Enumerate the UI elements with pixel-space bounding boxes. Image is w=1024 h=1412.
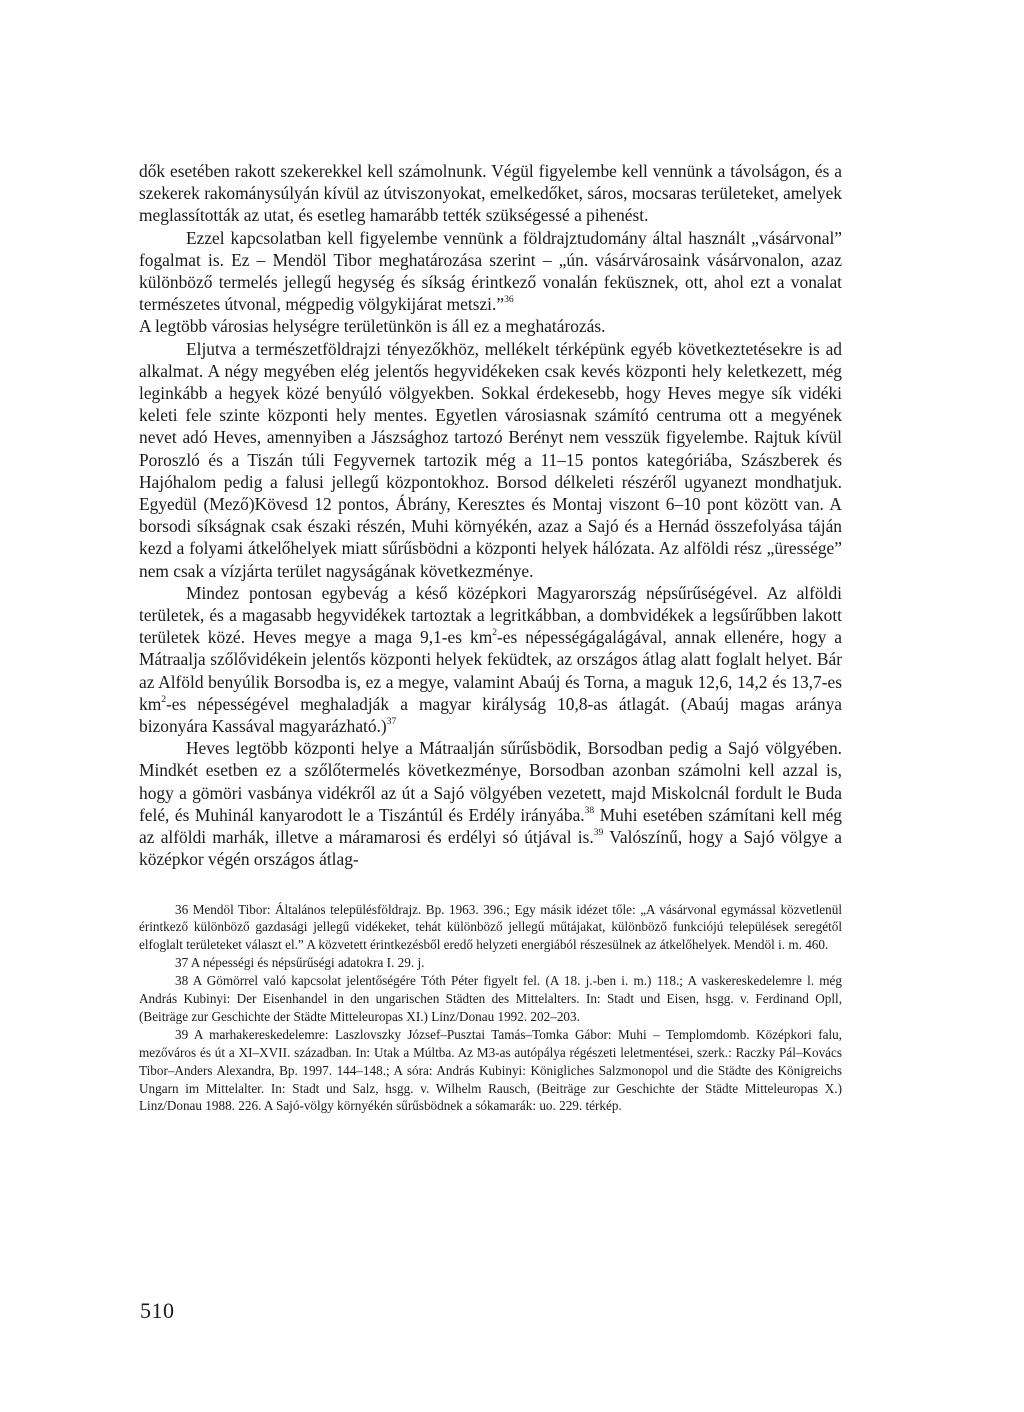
paragraph-2-continued: A legtöbb városias helységre területünkön is áll ez a meghatározás. (139, 316, 606, 337)
paragraph-1: dők esetében rakott szekerekkel kell számolnunk. Végül figyelembe kell vennünk a távolságon, és a szekerek rakománysúlyán kívül az útviszonyokat, emelkedőket, sáros, mocsaras területeket, amelyek meglassították az utat, és esetleg hamarább tették szükségessé a pihenést. (139, 161, 842, 226)
paragraph-5: Heves legtöbb központi helye a Mátraalján sűrűsbödik, Borsodban pedig a Sajó völgyében. Mindkét esetben ez a szőlőtermelés következménye, Borsodban azonban számolni kell azzal is, hogy a gömöri vasbánya vidékről az út a Sajó völgyében vezetett, majd Miskolcnál fordult le Buda felé, és Muhinál kanyarodott le a Tiszántúl és Erdély irányába.$^{38}$ Muhi esetében számítani kell még az alföldi marhák, illetve a máramarosi és erdélyi só útjával is.$^{39}$ Valószínű, hogy a Sajó völgye a középkor végén országos átlag- (139, 738, 842, 870)
footnote-ref-38[interactable]: 38 (584, 804, 595, 816)
page-number: 510 (140, 1298, 175, 1323)
footnote-separator (139, 871, 842, 901)
footnotes (139, 901, 842, 1116)
superscript-2: 2 (492, 627, 498, 639)
footnote-37: 37 A népességi és népsűrűségi adatokra I. 29. j. (175, 955, 425, 971)
paragraph-3: Eljutva a természetföldrajzi tényezőkhöz, mellékelt térképünk egyéb következtetésekre is ad alkalmat. A négy megyében elég jelentős hegyvidékeken csak kevés központi hely keletkezett, még leginkább a hegyek közé benyúló völgyekben. Sokkal érdekesebb, hogy Heves megye sík vidéki keleti fele szinte központi hely mentes. Egyetlen városiasnak számító centruma ott a megyének nevet adó Heves, amennyiben a Jászsághoz tartozó Berényt nem vesszük figyelembe. Rajtuk kívül Poroszló és a Tiszán túli Fegyvernek tartozik még a 11–15 pontos kategóriába, Szászberek és Hajóhalom pedig a falusi jellegű központokhoz. Borsod délkeleti részéről ugyanezt mondhatjuk. Egyedül (Mező)Kövesd 12 pontos, Ábrány, Keresztes és Montaj viszont 6–10 pont között van. A borsodi síkságnak csak északi részén, Muhi környékén, azaz a Sajó és a Hernád összefolyása táján kezd a folyami átkelőhelyek miatt sűrűsbödni a központi helyek hálózata. Az alföldi rész „üressége” nem csak a vízjárta terület nagyságának következménye. (139, 338, 842, 581)
footnote-38: 38 A Gömörrel való kapcsolat jelentőségére Tóth Péter figyelt fel. (A 18. j.-ben i. m.) 118.; A vaskereskedelemre l. még András Kubinyi: Der Eisenhandel in den ungarischen Städten des Mittelalters. In: Stadt und Eisen, hsgg. v. Ferdinand Opll, (Beiträge zur Geschichte der Städte Mitteleuropas XI.) Linz/Donau 1992. 202–203. (139, 973, 842, 1024)
body-text (139, 160, 842, 871)
paragraph-4: Mindez pontosan egybevág a késő középkori Magyarország népsűrűségével. Az alföldi területek, és a magasabb hegyvidékek tartoztak a legritkábban, a dombvidékek a legsűrűbben lakott területek közé. Heves megye a maga 9,1-es $km^2-es$ népességágalágával, annak ellenére, hogy a Mátraalja szőlővidékein jelentős központi helyek feküdtek, az országos átlag alatt foglalt helyet. Bár az Alföld benyúlik Borsodba is, ez a megye, valamint Abaúj és Torna, a maguk 12,6, 14,2 és 13,7-es $km^2-es$ népességével meghaladják a magyar királyság 10,8-as átlagát. (Abaúj magas aránya bizonyára Kassával magyarázható.)$^{37}$ (139, 582, 843, 737)
page (139, 160, 842, 1115)
footnote-ref-36[interactable]: 36 (504, 294, 514, 306)
footnote-39: 39 A marhakereskedelemre: Laszlovszky József–Pusztai Tamás–Tomka Gábor: Muhi – Templomdomb. Középkori falu, mezőváros és út a XI–XVII. században. In: Utak a Múltba. Az M3-as autópálya régészeti leletmentései, szerk.: Raczky Pál–Kovács Tibor–Anders Alexandra, Bp. 1997. 144–148.; A sóra: András Kubinyi: Königliches Salzmonopol und die Städte des Königreichs Ungarn im Mittelalter. In: Stadt und Salz, hsgg. v. Wilhelm Rausch, (Beiträge zur Geschichte der Städte Mitteleuropas X.) Linz/Donau 1988. 226. A Sajó-völgy környékén sűrűsbödnek a sókamarák: uo. 229. térkép. (139, 1026, 842, 1114)
footnote-ref-39[interactable]: 39 (593, 826, 604, 838)
superscript-2: 2 (161, 693, 167, 705)
footnote-ref-37[interactable]: 37 (386, 715, 397, 727)
footnote-36: 36 Mendöl Tibor: Általános településföldrajz. Bp. 1963. 396.; Egy másik idézet tőle: „A vásárvonal egymással közvetlenül érintkező különböző gazdasági jellegű vidékeket, tehát különböző jellegű műtájakat, különböző funkciójú települések seregétől elfoglalt területeket választ el.” A közvetett érintkezésből eredő helyzeti energiából részesülnek az átkelőhelyek. Mendöl i. m. 460. (139, 901, 842, 953)
paragraph-2: Ezzel kapcsolatban kell figyelembe vennünk a földrajztudomány által használt „vásárvonal” fogalmat is. Ez – Mendöl Tibor meghatározása szerint – „ún. vásárvárosaink vásárvonalon, azaz különböző termelés jellegű hegység és síkság érintkező vonalán feküsznek, ott, ahol ezt a vonalat természetes útvonal, mégpedig völgykijárat metszi.”$^{36}$ (139, 227, 842, 315)
